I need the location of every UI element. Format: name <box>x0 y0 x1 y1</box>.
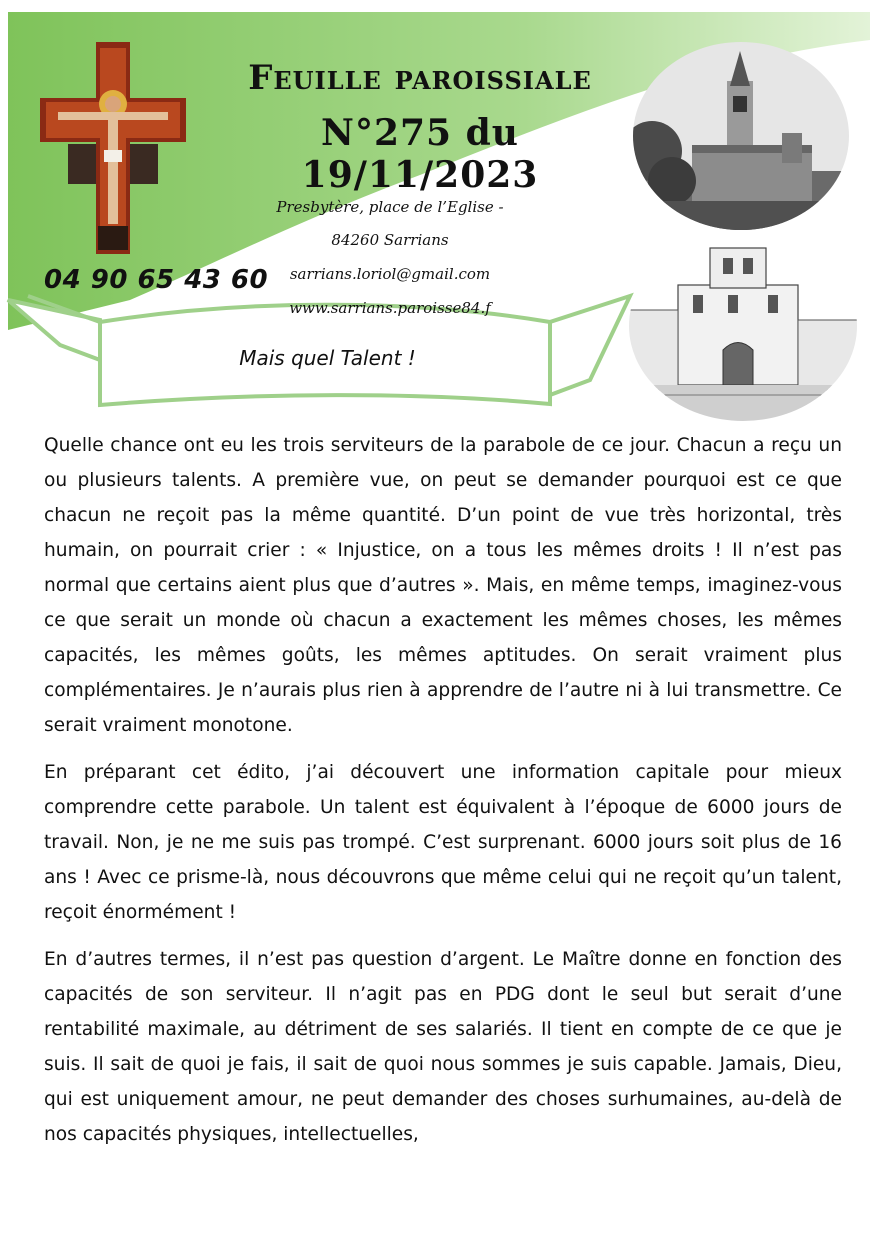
paragraph-1: Quelle chance ont eu les trois serviteurs de la parabole de ce jour. Chacun a reçu un ou plusieurs talents. A première vue, on peut se demander pourquoi est ce que chacun ne reçoit pas la même quantité. D’un point de vue très horizontal, très humain, on pourrait crier : « Injustice, on a tous les mêmes droits ! Il n’est pas normal que certains aient plus que d’autres ». Mais, en même temps, imaginez-vous ce que serait un monde où chacun a exactement les mêmes choses, les mêmes capacités, les mêmes goûts, les mêmes aptitudes. On serait vraiment plus complémentaires. Je n’aurais plus rien à apprendre de l’autre ni à lui transmettre. Ce serait vraiment monotone. <box>44 435 842 736</box>
email-link[interactable]: sarrians.loriol@gmail.com <box>289 265 491 283</box>
paragraph-2: En préparant cet édito, j’ai découvert une information capitale pour mieux comprendre cette parabole. Un talent est équivalent à l’époque de 6000 jours de travail. Non, je ne me suis pas trompé. C’est surprenant. 6000 jours soit plus de 16 ans ! Avec ce prisme-là, nous découvrons que même celui qui ne reçoit qu’un talent, reçoit énormément ! <box>44 762 842 923</box>
page-title: Feuille paroissiale <box>248 58 592 98</box>
phone-number: 04 90 65 43 60 <box>44 265 269 295</box>
crucifix-icon <box>38 40 188 255</box>
church-photo-image <box>632 41 850 231</box>
address-line-1: Presbytère, place de l’Eglise - <box>276 198 504 216</box>
church-sketch-image <box>628 230 858 422</box>
article-body <box>44 428 842 1164</box>
banner-title: Mais quel Talent ! <box>239 346 416 370</box>
address-line-2: 84260 Sarrians <box>331 231 449 249</box>
website-link[interactable]: www.sarrians.paroisse84.f <box>289 299 491 317</box>
paragraph-3: En d’autres termes, il n’est pas question d’argent. Le Maître donne en fonction des capacités de son serviteur. Il n’agit pas en PDG dont le seul but serait d’une rentabilité maximale, au détriment de ses salariés. Il tient en compte de ce que je suis. Il sait de quoi je fais, il sait de quoi nous sommes je suis capable. Jamais, Dieu, qui est uniquement amour, ne peut demander des choses surhumaines, au-delà de nos capacités physiques, intellectuelles, <box>44 949 842 1145</box>
issue-number-date: N°275 du 19/11/2023 <box>301 112 539 196</box>
